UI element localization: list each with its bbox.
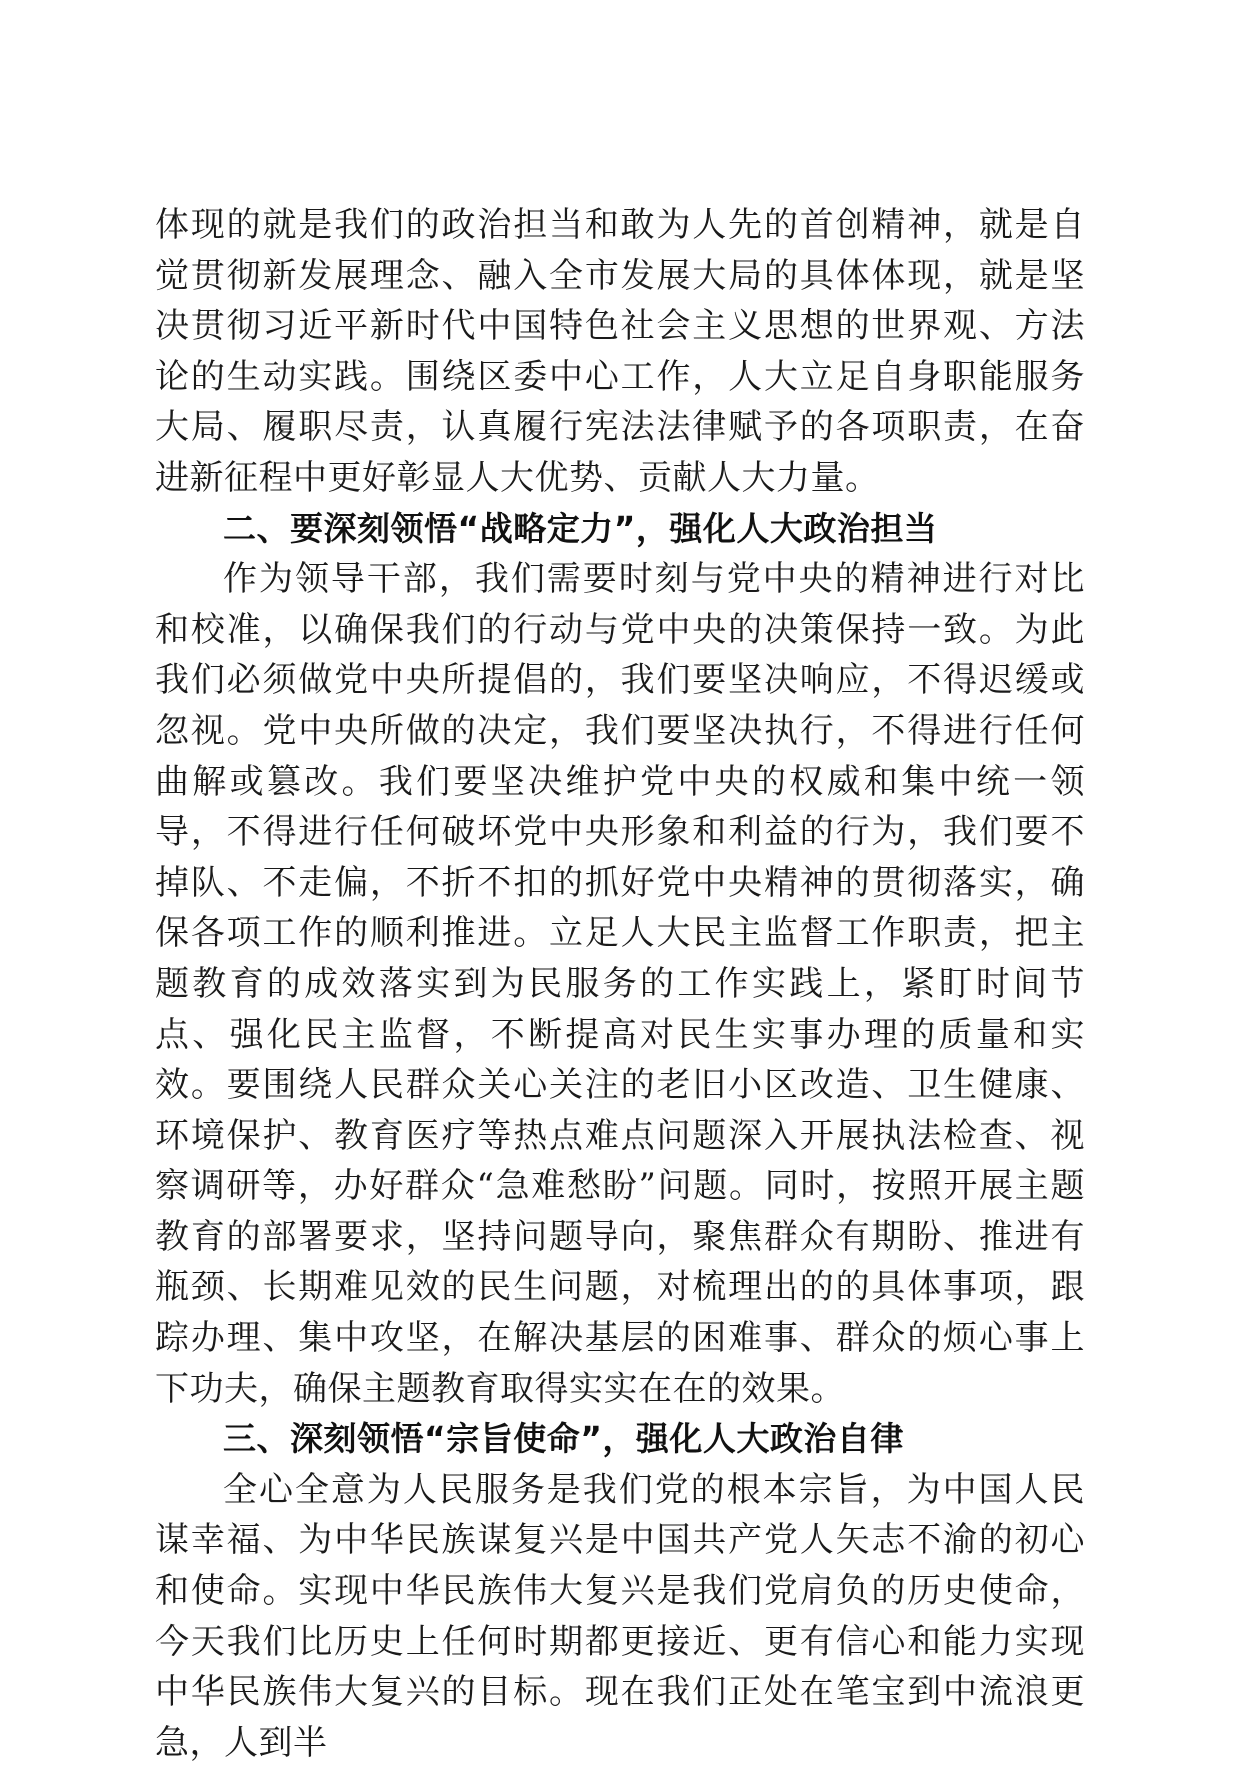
paragraph-section-two: 作为领导干部，我们需要时刻与党中央的精神进行对比和校准，以确保我们的行动与党中央的决策保持一致。为此我们必须做党中央所提倡的，我们要坚决响应，不得迟缓或忽视。党中央所做的决定，我们要坚决执行，不得进行任何曲解或篡改。我们要坚决维护党中央的权威和集中统一领导，不得进行任何破坏党中央形象和利益的行为，我们要不掉队、不走偏，不折不扣的抓好党中央精神的贯彻落实，确保各项工作的顺利推进。立足人大民主监督工作职责，把主题教育的成效落实到为民服务的工作实践上，紧盯时间节点、强化民主监督，不断提高对民生实事办理的质量和实效。要围绕人民群众关心关注的老旧小区改造、卫生健康、环境保护、教育医疗等热点难点问题深入开展执法检查、视察调研等，办好群众“急难愁盼”问题。同时，按照开展主题教育的部署要求，坚持问题导向，聚焦群众有期盼、推进有瓶颈、长期难见效的民生问题，对梳理出的的具体事项，跟踪办理、集中攻坚，在解决基层的困难事、群众的烦心事上下功夫，确保主题教育取得实实在在的效果。 [155,559,1085,1409]
paragraph-section-three: 全心全意为人民服务是我们党的根本宗旨，为中国人民谋幸福、为中华民族谋复兴是中国共产党人矢志不渝的初心和使命。实现中华民族伟大复兴是我们党肩负的历史使命，今天我们比历史上任何时期都更接近、更有信心和能力实现中华民族伟大复兴的目标。现在我们正处在笔宝到中流浪更急，人到半 [155,1469,1085,1763]
section-heading-three: 三、深刻领悟“宗旨使命”，强化人大政治自律 [223,1419,904,1459]
document-body [155,200,1085,1768]
paragraph-continuation: 体现的就是我们的政治担当和敢为人先的首创精神，就是自觉贯彻新发展理念、融入全市发展大局的具体体现，就是坚决贯彻习近平新时代中国特色社会主义思想的世界观、方法论的生动实践。围绕区委中心工作，人大立足自身职能服务大局、履职尽责，认真履行宪法法律赋予的各项职责，在奋进新征程中更好彰显人大优势、贡献人大力量。 [155,205,1085,498]
section-heading-two: 二、要深刻领悟“战略定力”，强化人大政治担当 [223,508,938,548]
